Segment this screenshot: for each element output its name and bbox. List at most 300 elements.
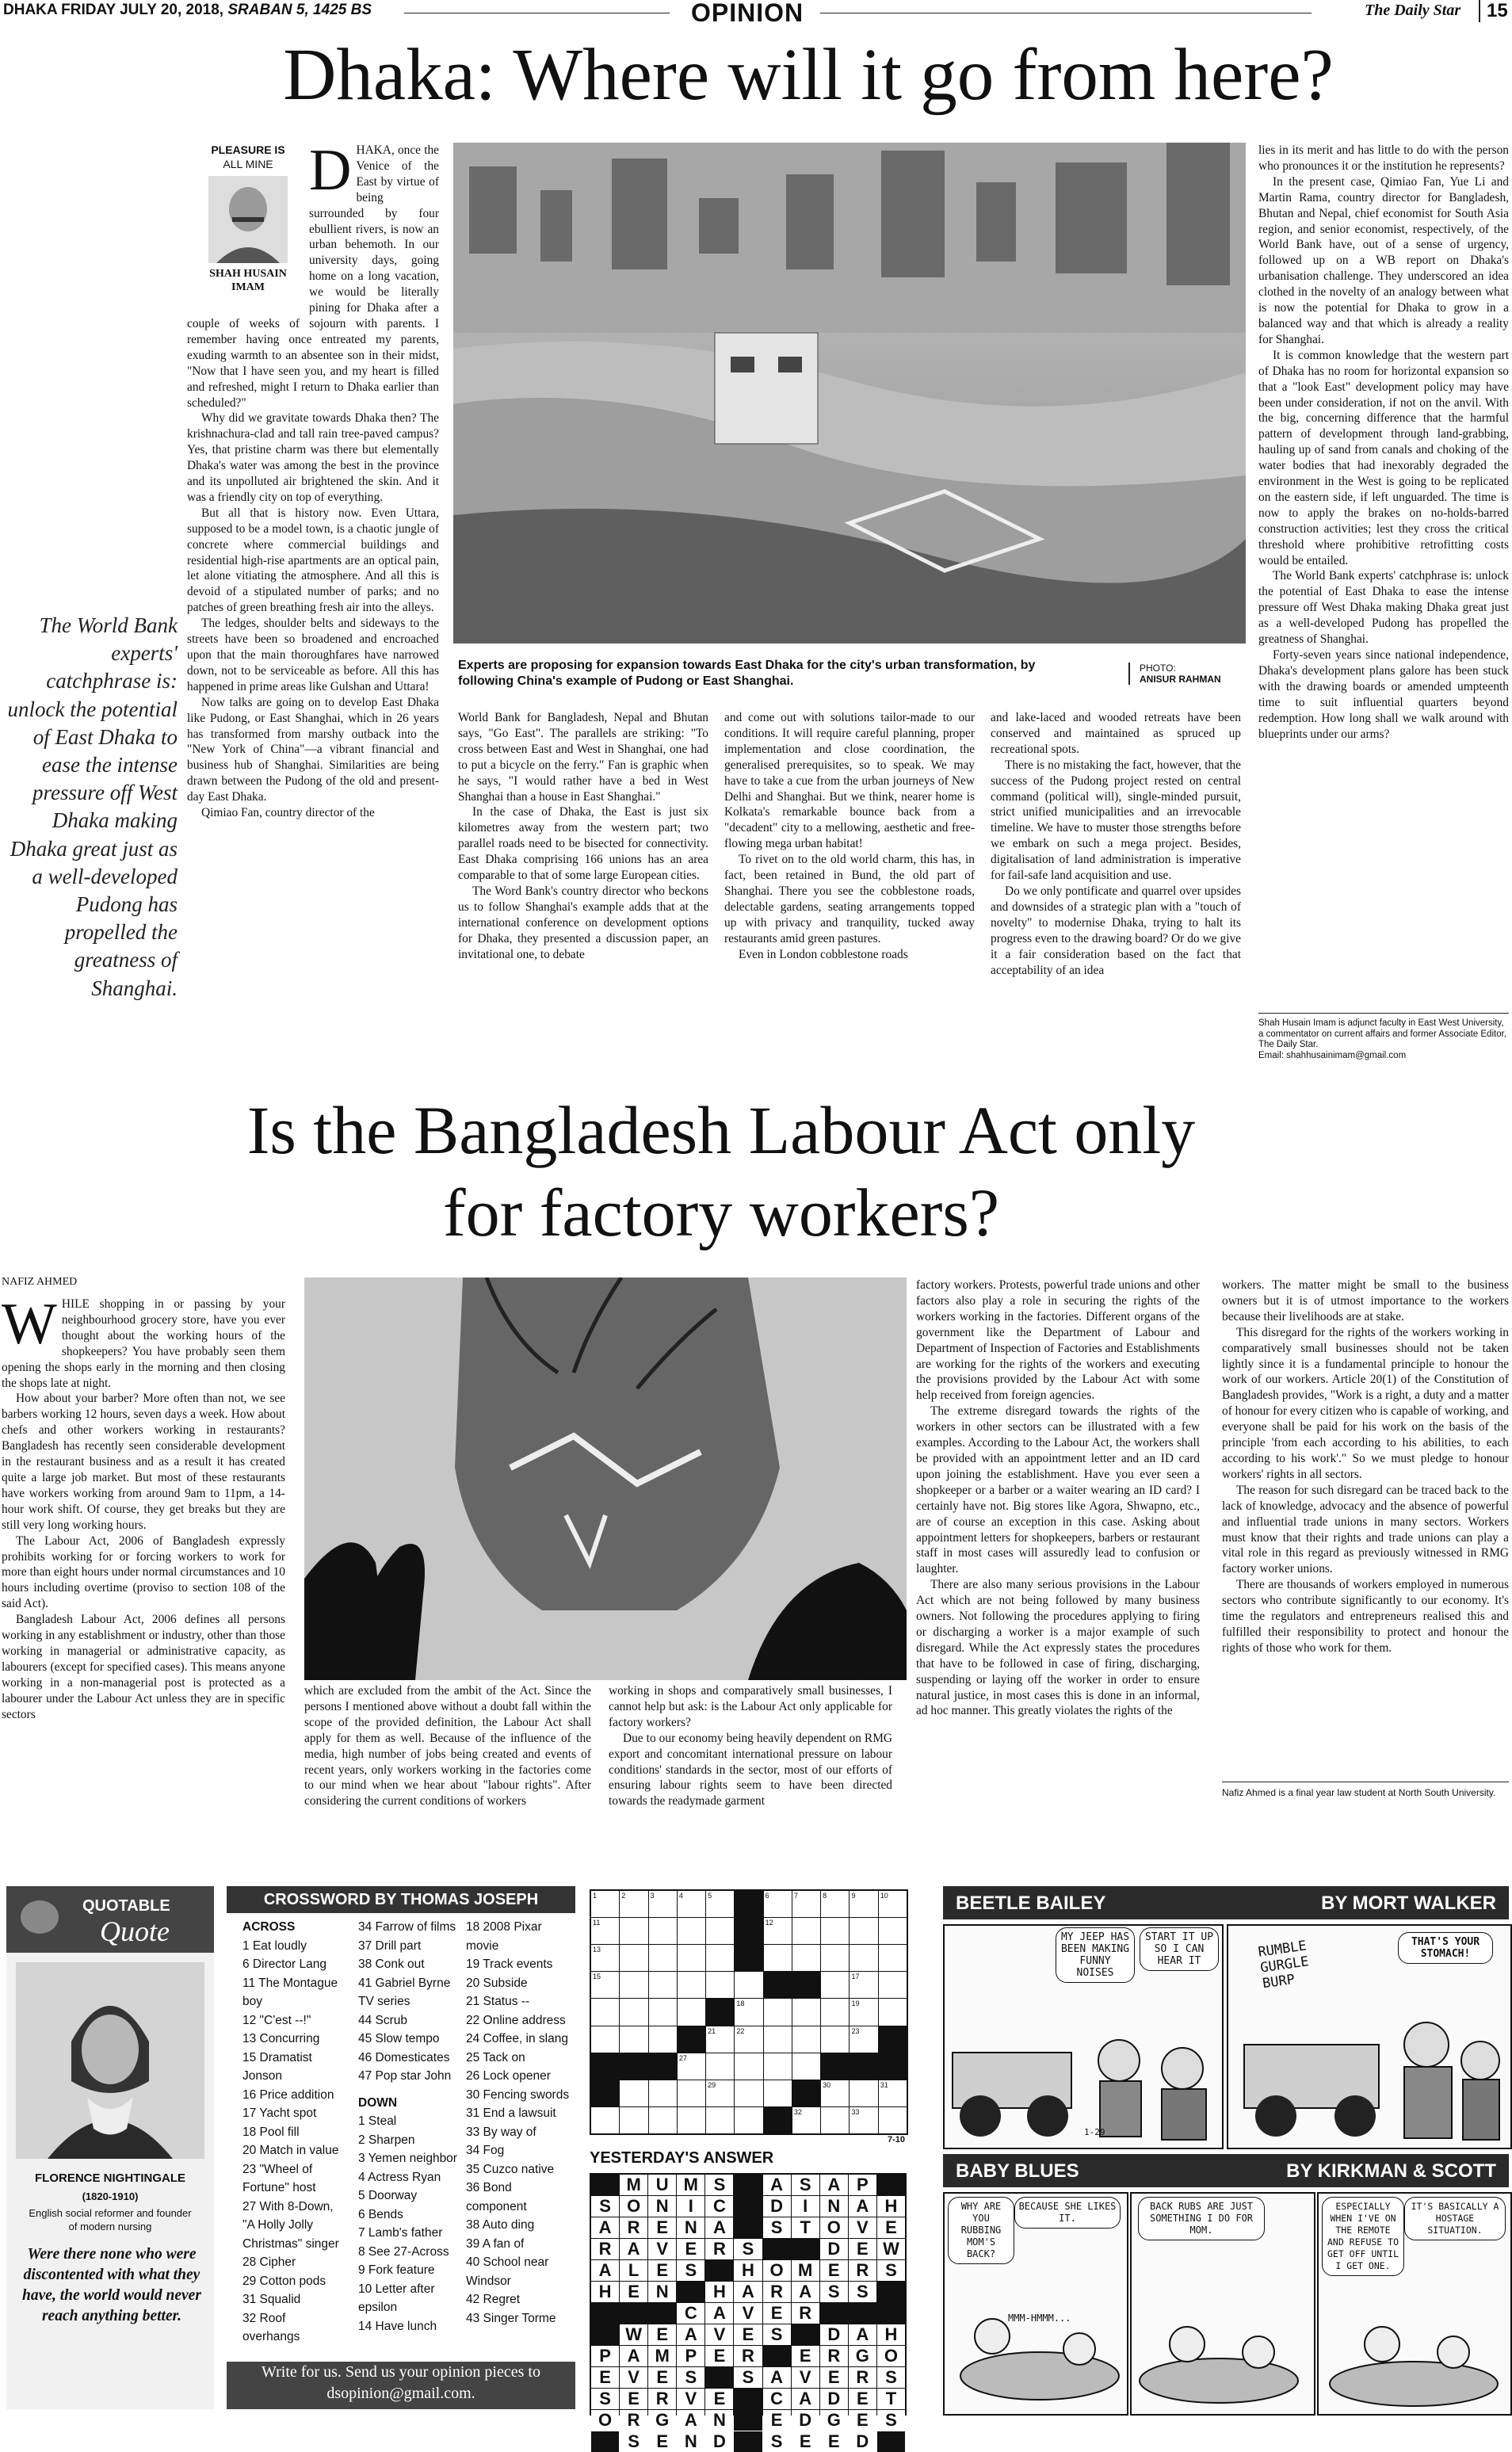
quote-header: QUOTABLE Quote bbox=[6, 1886, 214, 1953]
answer-cell: R bbox=[734, 2346, 762, 2366]
answer-cell bbox=[734, 2410, 762, 2431]
answer-cell: M bbox=[648, 2346, 676, 2366]
crossword-cell[interactable]: 10 bbox=[879, 1891, 907, 1917]
down-clues-c bbox=[466, 1918, 575, 2328]
answer-cell: H bbox=[877, 2324, 905, 2345]
answer-cell bbox=[591, 2175, 619, 2195]
crossword-cell[interactable] bbox=[591, 2026, 619, 2053]
answer-cell: I bbox=[792, 2196, 819, 2217]
answer-cell: E bbox=[705, 2346, 733, 2366]
crossword-cell[interactable] bbox=[850, 1945, 877, 1971]
author-name: SHAH HUSAIN IMAM bbox=[209, 268, 287, 293]
answer-cell: V bbox=[677, 2389, 704, 2409]
crossword-cell[interactable]: 9 bbox=[850, 1891, 877, 1917]
answer-cell bbox=[734, 2389, 762, 2409]
crossword-cell[interactable] bbox=[850, 2080, 877, 2106]
crossword-cell[interactable]: 13 bbox=[591, 1945, 619, 1971]
answer-cell bbox=[877, 2303, 905, 2324]
answer-cell: E bbox=[763, 2303, 791, 2324]
answer-cell bbox=[792, 2239, 819, 2259]
crossword-cell[interactable]: 29 bbox=[706, 2080, 734, 2106]
down-clue: 5 Doorway bbox=[358, 2189, 418, 2202]
answer-cell bbox=[591, 2303, 619, 2324]
crossword-cell[interactable] bbox=[764, 2026, 792, 2053]
crossword-cell[interactable] bbox=[821, 1918, 849, 1944]
answer-cell: N bbox=[677, 2431, 704, 2452]
across-clue: 47 Pop star John bbox=[358, 2069, 452, 2083]
answer-cell: S bbox=[763, 2217, 791, 2238]
answer-cell: C bbox=[705, 2196, 733, 2217]
across-clue: 27 With 8-Down, "A Holly Jolly Christmas" singer bbox=[242, 2199, 339, 2251]
answer-cell: A bbox=[677, 2324, 704, 2345]
answer-cell: A bbox=[763, 2175, 791, 2195]
crossword-cell[interactable] bbox=[792, 1945, 820, 1971]
answer-cell: S bbox=[763, 2324, 791, 2345]
crossword-cell[interactable] bbox=[879, 2026, 907, 2053]
answer-cell: E bbox=[648, 2217, 676, 2238]
crossword-cell[interactable] bbox=[706, 1918, 734, 1944]
crossword-cell[interactable] bbox=[649, 1945, 677, 1971]
crossword-cell[interactable]: 22 bbox=[735, 2026, 762, 2053]
crossword-cell[interactable] bbox=[792, 2026, 820, 2053]
answer-cell bbox=[877, 2175, 905, 2195]
answer-cell bbox=[734, 2196, 762, 2217]
down-clue: 33 By way of bbox=[466, 2125, 536, 2139]
answer-cell: A bbox=[792, 2389, 819, 2409]
crossword-cell[interactable] bbox=[764, 2107, 792, 2133]
answer-cell: A bbox=[591, 2260, 619, 2281]
article1-author-bio: Shah Husain Imam is adjunct faculty in East West University, a commentator on current affairs and former Associate Editor, The Daily Star. Email: shahhusainimam@gmail.com bbox=[1258, 1013, 1509, 1061]
across-clues-a: ACROSS 1 Eat loudly 6 Director Lang 11 The Montague boy 12 "C'est --!" 13 Concurring 15 Dramatist Jonson 16 Price addition 17 Yacht spot 18 Pool fill 20 Match in value 23 "Wheel of Fortune" host 27 With 8-Down, "A Holly Jolly Christmas" singer 28 Cipher 29 Cotton pods 31 Squalid 32 Roof overhangs bbox=[242, 1918, 344, 2347]
crossword-cell[interactable]: 21 bbox=[706, 2026, 734, 2053]
across-clue: 46 Domesticates bbox=[358, 2050, 450, 2064]
crossword-cell[interactable] bbox=[620, 1972, 647, 1998]
crossword-cell[interactable]: 6 bbox=[764, 1891, 792, 1917]
across-clue: 12 "C'est --!" bbox=[242, 2013, 311, 2027]
answer-cell: S bbox=[591, 2389, 619, 2409]
crossword-cell[interactable] bbox=[792, 2080, 820, 2106]
answer-cell: A bbox=[591, 2217, 619, 2238]
crossword-cell[interactable] bbox=[792, 1918, 820, 1944]
crossword-cell[interactable] bbox=[821, 2026, 849, 2053]
answer-cell: A bbox=[734, 2282, 762, 2302]
answer-cell: N bbox=[820, 2196, 848, 2217]
crossword-cell[interactable]: 31 bbox=[879, 2080, 907, 2106]
across-clue: 18 Pool fill bbox=[242, 2125, 300, 2139]
crossword-cell[interactable] bbox=[792, 1999, 820, 2025]
down-clue: 10 Letter after epsilon bbox=[358, 2282, 435, 2314]
raised-fist-image bbox=[304, 1278, 907, 1680]
down-clue: 21 Status -- bbox=[466, 1995, 530, 2008]
answer-cell: O bbox=[820, 2217, 848, 2238]
answer-cell: R bbox=[820, 2346, 848, 2366]
answer-cell: R bbox=[620, 2217, 647, 2238]
crossword-footer: Write for us. Send us your opinion pieces to dsopinion@gmail.com. bbox=[227, 2362, 575, 2409]
down-clue: 42 Regret bbox=[466, 2293, 521, 2306]
article2-headline: Is the Bangladesh Labour Act only for factory workers? bbox=[246, 1092, 1196, 1251]
answer-cell: E bbox=[763, 2410, 791, 2431]
down-clue: 7 Lamb's father bbox=[358, 2226, 443, 2240]
article2-col5: workers. The matter might be small to the business owners but it is of utmost importance to the workers because their livelihoods are at stake. This disregard for the rights of the workers working in comparatively small businesses should not be taken lightly since it is a fundamental principle to honour the work of our workers. Article 20(1) of the Constitution of Bangladesh provides, "Work is a right, a duty and a matter of honour for every citizen who is capable of working, and everyone shall be paid for his work on the basis of the principle 'from each according to his abilities, to each according to his work'." So we must pledge to honour workers' rights in all sectors. The reason for such disregard can be traced back to the lack of knowledge, advocacy and the absence of powerful and influential trade unions in many sectors. Workers must know that their rights and trade unions can play a vital role in this regard as previously witnessed in RMG factory worker unions. There are thousands of workers employed in numerous sectors who contribute significantly to our economy. It's time the regulators and entrepreneurs realised this and fulfilled their responsibility to protect and honour the rights of those who work for them. bbox=[1222, 1278, 1509, 1655]
crossword-cell[interactable]: 32 bbox=[792, 2107, 820, 2133]
down-clue: 22 Online address bbox=[466, 2013, 566, 2027]
crossword-cell[interactable]: 8 bbox=[821, 1891, 849, 1917]
quote-person-desc: English social reformer and founder of modern nursing bbox=[29, 2207, 192, 2232]
down-clue: 26 Lock opener bbox=[466, 2069, 551, 2083]
answer-cell: G bbox=[820, 2410, 848, 2431]
answer-cell: V bbox=[849, 2217, 876, 2238]
article1-pullquote: The World Bank experts' catchphrase is: unlock the potential of East Dhaka to ease the intense pressure off West Dhaka making Dhaka great just as a well-developed Pudong has propelled the greatness of Shanghai. bbox=[7, 613, 178, 1000]
answer-cell: S bbox=[877, 2367, 905, 2388]
crossword-cell[interactable] bbox=[850, 2053, 877, 2080]
answer-cell: E bbox=[620, 2282, 647, 2302]
answer-cell: P bbox=[591, 2346, 619, 2366]
answer-cell: E bbox=[849, 2410, 876, 2431]
down-clue: 34 Fog bbox=[466, 2144, 505, 2157]
across-clue: 20 Match in value bbox=[242, 2144, 339, 2157]
down-clue: 8 See 27-Across bbox=[358, 2244, 449, 2259]
answer-cell bbox=[734, 2217, 762, 2238]
flooded-city-image bbox=[453, 143, 1246, 644]
answer-cell: S bbox=[877, 2260, 905, 2281]
nightingale-portrait bbox=[16, 1962, 204, 2159]
answer-cell bbox=[877, 2431, 905, 2452]
crossword-cell[interactable] bbox=[678, 1945, 705, 1971]
answer-cell: M bbox=[677, 2175, 704, 2195]
crossword-cell[interactable] bbox=[620, 1999, 647, 2025]
across-clue: 1 Eat loudly bbox=[242, 1938, 307, 1953]
crossword-cell[interactable] bbox=[706, 1972, 734, 1998]
article1-col5: lies in its merit and has little to do with the person who pronounces it or the institution he represents? In the present case, Qimiao Fan, Yue Li and Martin Rama, country director for Bangladesh, Bhutan and Nepal, chief economist for South Asia region, and senior economist, respectively, of the World Bank have, out of a sense of urgency, followed up on a WB report on Dhaka's urbanisation challenge. They underscored an idea clothed in the novelty of an analogy between what is now the potential for Dhaka to grow in a balanced way and that which is already a reality for Shanghai. It is common knowledge that the western part of Dhaka has no room for horizontal expansion so that a "look East" development policy may have been under consideration, if not on the anvil. With the big, concerning difference that the harmful pattern of development through land-grabbing, hauling up of sand from canals and choking of the water bodies that had inexorably degraded the environment in the West is going to be replicated on the eastern side, if left unguarded. The time is now to apply the brakes on no-holds-barred construction activities; lest they cross the critical threshold where prohibitive retrofitting costs would be entailed. The World Bank experts' catchphrase is: unlock the potential of East Dhaka to ease the intense pressure off West Dhaka making Dhaka great just as a well-developed Pudong has propelled the greatness of Shanghai. Forty-seven years since national independence, Dhaka's development plans galore has been stuck with the drawing boards or amended umpteenth time to suit influential quarters beyond redemption. How long shall we walk around with blueprints under our arms? bbox=[1258, 143, 1509, 741]
answer-cell: E bbox=[792, 2346, 819, 2366]
down-clue: 14 Have lunch bbox=[358, 2319, 437, 2333]
across-clue: 37 Drill part bbox=[358, 1938, 422, 1953]
answer-cell bbox=[763, 2346, 791, 2366]
answer-cell: H bbox=[877, 2196, 905, 2217]
masthead-date: DHAKA FRIDAY JULY 20, 2018, SRABAN 5, 1425 BS bbox=[3, 2, 372, 18]
crossword-cell[interactable] bbox=[821, 1945, 849, 1971]
answer-cell: M bbox=[620, 2175, 647, 2195]
down-clue: 30 Fencing swords bbox=[466, 2087, 570, 2102]
answer-cell: D bbox=[792, 2410, 819, 2431]
article1-headline: Dhaka: Where will it go from here? bbox=[283, 34, 1334, 116]
article2-fist-illustration bbox=[304, 1278, 907, 1680]
article1-photo bbox=[453, 143, 1246, 644]
crossword-cell[interactable] bbox=[735, 2053, 762, 2080]
answer-cell: H bbox=[734, 2260, 762, 2281]
down-clue: 1 Steal bbox=[358, 2114, 397, 2128]
crossword-cell[interactable] bbox=[706, 2107, 734, 2133]
across-clue: 16 Price addition bbox=[242, 2087, 334, 2102]
crossword-cell[interactable]: 2 bbox=[620, 1891, 647, 1917]
crossword-cell[interactable] bbox=[879, 2053, 907, 2080]
crossword-cell[interactable] bbox=[706, 2053, 734, 2080]
crossword-cell[interactable] bbox=[879, 1972, 907, 1998]
beetle-bailey-bar: BEETLE BAILEY BY MORT WALKER bbox=[943, 1886, 1509, 1919]
crossword-cell[interactable] bbox=[879, 1945, 907, 1971]
article1-col1: DHAKA, once the Venice of the East by virtue of being surrounded by four ebullient rivers, is now an urban behemoth. In our university days, going home on a long vacation, we would be literally pining for Dhaka after a couple of weeks of sojourn with parents. I remember having once entreated my parents, exuding warmth to an absentee son in their midst, "Now that I have seen you, and my heart is filled and refreshed, might I return to Dhaka earlier than scheduled?" Why did we gravitate towards Dhaka then? The krishnachura-clad and tall rain tree-paved campus? Yes, that pristine charm was there but elementally Dhaka's water was among the best in the province and its unpolluted air brightened the skin. And it was a friendly city on top of everything. But all that is history now. Even Uttara, supposed to be a model town, is a chaotic jungle of concrete where commercial buildings and residential high-rise apartments are an optical pain, let alone vitiating the atmosphere. And all this is devoid of a stipulated number of parks; and no patches of green breathing fresh air into the alleys. The ledges, shoulder belts and sideways to the streets have been so broadened and encroached upon that the main thoroughfares have narrowed down, not to be serviceable as before. All this has happened in prime areas like Gulshan and Uttara! Now talks are going on to develop East Dhaka like Pudong, or East Shanghai, which in 26 years has transformed from marshy outback into the "New York of China"—a vibrant financial and business hub of Shanghai. Similarities are being drawn between the Pudong of the old and present-day East Dhaka. Qimiao Fan, country director of the bbox=[187, 138, 439, 820]
answer-cell: A bbox=[849, 2324, 876, 2345]
quote-bubble-icon bbox=[21, 1900, 59, 1934]
crossword-cell[interactable] bbox=[591, 2053, 619, 2080]
article1-col3: and come out with solutions tailor-made to our conditions. It will require careful planning, proper implementation and close coordination, the generalised prerequisites, so to speak. We may have to take a cue from the urban journeys of New Delhi and Shanghai. But we think, nearer home is Kolkata's remarkable bounce back from a "decadent" city to a mellowing, aesthetic and free-flowing mega urban habitat! To rivet on to the old world charm, this has, in fact, been retained in Bund, the old part of Shanghai. There you see the cobblestone roads, delectable gardens, seating arrangements topped up with privacy and tranquility, tucked away restaurants amid green pastures. Even in London cobblestone roads bbox=[724, 711, 975, 961]
across-clue: 28 Cipher bbox=[242, 2255, 296, 2269]
crossword-cell[interactable] bbox=[792, 2053, 820, 2080]
answer-cell: A bbox=[792, 2282, 819, 2302]
answer-cell: D bbox=[820, 2239, 848, 2259]
across-clue: 13 Concurring bbox=[242, 2032, 320, 2045]
article2-col4: factory workers. Protests, powerful trade unions and other factors also play a role in securing the rights of the workers working in the factories. Different organs of the government like the Department of Labour and Department of Inspection of Factories and Establishments are working for the rights of the workers and executing the provisions provided by the Labour Act with some help received from foreign agencies. The extreme disregard towards the rights of the workers in other sectors can be illustrated with a few examples. According to the Labour Act, the workers shall be provided with an appointment letter and an ID card upon joining the establishment. Have you ever seen a shopkeeper or a barber or a waiter wearing an ID card? I certainly have not. Big stores like Agora, Shwapno, etc., are of course an exception in this case. Asking about appointment letters for shopkeepers, barbers or restaurant staff in most cases will assuredly lead to confusion or laughter. There are also many serious provisions in the Labour Act which are not being followed by many business owners. Not following the procedures applying to firing or discharging a worker is a major example of such disregard. While the Act expressly states the procedures that have to be followed in case of firing, discharging, suspending or laying off the worker in order to ensure natural justice, in most cases this is done in an informal, ad hoc manner. This greatly violates the rights of the bbox=[916, 1278, 1200, 1718]
crossword-cell[interactable] bbox=[735, 1945, 762, 1971]
crossword-cell[interactable]: 19 bbox=[850, 1999, 877, 2025]
crossword-cell[interactable] bbox=[620, 2026, 647, 2053]
article1-col2: World Bank for Bangladesh, Nepal and Bhutan says, "Go East". The parallels are striking: "To cross between East and West in Shanghai, one had to put a bicycle on the ferry." Fan is graphic when he says, "I would rather have a bed in West Shanghai than a house in East Shanghai." In the case of Dhaka, the East is just six kilometres away from the western part; two parallel roads need to be bisected for connectivity. East Dhaka comprising 166 unions has an area comparable to that of some large European cities. The Word Bank's country director who beckons us to follow Shanghai's example adds that at the international conference on development options for Dhaka, they presented a discussion paper, an invitational one, to debate bbox=[458, 711, 708, 961]
crossword-cell[interactable] bbox=[620, 2053, 647, 2080]
crossword-cell[interactable]: 5 bbox=[706, 1891, 734, 1917]
answer-cell: L bbox=[620, 2260, 647, 2281]
crossword-cell[interactable]: 12 bbox=[764, 1918, 792, 1944]
page-number: 15 bbox=[1479, 0, 1508, 22]
answer-cell: D bbox=[705, 2431, 733, 2452]
down-clue: 2 Sharpen bbox=[358, 2133, 415, 2147]
down-clue: 20 Subside bbox=[466, 1976, 528, 1990]
answer-cell bbox=[591, 2324, 619, 2345]
answer-cell: E bbox=[648, 2260, 676, 2281]
quote-box bbox=[6, 1886, 214, 2409]
beetle-panel-1: MY JEEP HAS BEEN MAKING FUNNY NOISES START IT UP SO I CAN HEAR IT 1-29 bbox=[943, 1924, 1224, 2149]
answer-cell bbox=[620, 2303, 647, 2324]
answer-cell: S bbox=[763, 2431, 791, 2452]
down-clue: 18 2008 Pixar movie bbox=[466, 1920, 542, 1953]
down-clue: 24 Coffee, in slang bbox=[466, 2032, 568, 2045]
answer-cell: S bbox=[705, 2175, 733, 2195]
answer-cell bbox=[705, 2260, 733, 2281]
crossword-cell[interactable] bbox=[706, 1999, 734, 2025]
answer-cell: O bbox=[763, 2260, 791, 2281]
article2-col2: which are excluded from the ambit of the Act. Since the persons I mentioned above without a doubt fall within the scope of the provided definition, the Labour Act shall apply for them as well. Because of the influence of the media, high number of jobs being created and events of recent years, only workers working in the factories come to our mind when we hear about "labour rights". After considering the current conditions of workers bbox=[304, 1684, 591, 1808]
answer-cell: S bbox=[820, 2282, 848, 2302]
crossword-cell[interactable] bbox=[764, 1999, 792, 2025]
answer-cell: V bbox=[792, 2367, 819, 2388]
crossword-cell[interactable] bbox=[764, 2080, 792, 2106]
crossword-cell[interactable] bbox=[879, 2107, 907, 2133]
across-clue: 38 Conk out bbox=[358, 1957, 425, 1971]
answer-cell: R bbox=[648, 2389, 676, 2409]
answer-cell: R bbox=[591, 2239, 619, 2259]
answer-cell: E bbox=[792, 2431, 819, 2452]
answer-cell: R bbox=[792, 2303, 819, 2324]
crossword-cell[interactable]: 23 bbox=[850, 2026, 877, 2053]
baby-panel-2: BACK RUBS ARE JUST SOMETHING I DO FOR MOM. bbox=[1130, 2192, 1315, 2416]
answer-cell bbox=[792, 2324, 819, 2345]
answer-cell: I bbox=[677, 2196, 704, 2217]
crossword-cell[interactable] bbox=[591, 2080, 619, 2106]
crossword-cell[interactable]: 17 bbox=[850, 1972, 877, 1998]
answer-cell bbox=[705, 2367, 733, 2388]
answer-cell: A bbox=[763, 2367, 791, 2388]
answer-cell: W bbox=[620, 2324, 647, 2345]
crossword-cell[interactable] bbox=[735, 2080, 762, 2106]
crossword-cell[interactable]: 4 bbox=[678, 1891, 705, 1917]
down-clue: 35 Cuzco native bbox=[466, 2162, 555, 2176]
answer-cell: D bbox=[763, 2196, 791, 2217]
answer-cell: R bbox=[849, 2260, 876, 2281]
answer-grid bbox=[590, 2173, 907, 2451]
crossword-cell[interactable] bbox=[735, 1972, 762, 1998]
answer-cell: E bbox=[820, 2260, 848, 2281]
crossword-cell[interactable] bbox=[850, 1918, 877, 1944]
answer-cell bbox=[877, 2282, 905, 2302]
across-clue: 45 Slow tempo bbox=[358, 2032, 440, 2045]
crossword-cell[interactable] bbox=[706, 1945, 734, 1971]
answer-cell: E bbox=[648, 2431, 676, 2452]
crossword-cell[interactable] bbox=[649, 1999, 677, 2025]
answer-cell: E bbox=[648, 2367, 676, 2388]
answer-cell: U bbox=[648, 2175, 676, 2195]
crossword-cell[interactable] bbox=[678, 1999, 705, 2025]
answer-cell: E bbox=[877, 2217, 905, 2238]
crossword-cell[interactable]: 7 bbox=[792, 1891, 820, 1917]
crossword-cell[interactable] bbox=[678, 2080, 705, 2106]
answer-cell: C bbox=[677, 2303, 704, 2324]
answer-cell: E bbox=[820, 2367, 848, 2388]
crossword-cell[interactable] bbox=[649, 2080, 677, 2106]
crossword-cell[interactable]: 3 bbox=[649, 1891, 677, 1917]
answer-cell: E bbox=[705, 2389, 733, 2409]
crossword-cell[interactable] bbox=[764, 2053, 792, 2080]
answer-cell: S bbox=[677, 2367, 704, 2388]
baby-panel-1: WHY ARE YOU RUBBING MOM'S BACK? BECAUSE SHE LIKES IT. MMM-HMMM... bbox=[943, 2192, 1128, 2416]
down-clue: 43 Singer Torme bbox=[466, 2311, 556, 2325]
section-label: OPINION bbox=[691, 0, 804, 27]
crossword-cell[interactable] bbox=[764, 1945, 792, 1971]
crossword-cell[interactable]: 18 bbox=[735, 1999, 762, 2025]
down-clue: 4 Actress Ryan bbox=[358, 2170, 441, 2184]
answer-cell: V bbox=[734, 2303, 762, 2324]
answer-cell bbox=[849, 2303, 876, 2324]
answer-cell: P bbox=[849, 2175, 876, 2195]
beetle-panel-2: RUMBLE GURGLE BURP THAT'S YOUR STOMACH! bbox=[1227, 1924, 1512, 2149]
down-clue: 19 Track events bbox=[466, 1957, 553, 1971]
down-clue: 39 A fan of bbox=[466, 2236, 525, 2251]
answer-cell: R bbox=[849, 2367, 876, 2388]
across-clue: 29 Cotton pods bbox=[242, 2274, 326, 2288]
answer-cell: A bbox=[620, 2239, 647, 2259]
family-drawing-1 bbox=[945, 2194, 1127, 2414]
answer-cell: P bbox=[677, 2346, 704, 2366]
crossword-cell[interactable] bbox=[735, 1891, 762, 1917]
crossword-cell[interactable]: 27 bbox=[678, 2053, 705, 2080]
crossword-cell[interactable]: 33 bbox=[850, 2107, 877, 2133]
answer-cell: E bbox=[734, 2324, 762, 2345]
crossword-cell[interactable] bbox=[678, 1918, 705, 1944]
crossword-cell[interactable] bbox=[678, 2026, 705, 2053]
answer-cell bbox=[734, 2175, 762, 2195]
answer-cell: D bbox=[849, 2431, 876, 2452]
crossword-cell[interactable] bbox=[591, 1999, 619, 2025]
crossword-cell[interactable] bbox=[620, 1918, 647, 1944]
crossword-cell[interactable] bbox=[821, 2107, 849, 2133]
answer-cell: E bbox=[820, 2431, 848, 2452]
crossword-cell[interactable] bbox=[821, 1972, 849, 1998]
answer-cell: N bbox=[648, 2196, 676, 2217]
crossword-cell[interactable] bbox=[879, 1918, 907, 1944]
answer-cell: E bbox=[648, 2324, 676, 2345]
across-clue: 31 Squalid bbox=[242, 2293, 301, 2306]
answer-cell: A bbox=[677, 2410, 704, 2431]
down-clue: 38 Auto ding bbox=[466, 2218, 535, 2232]
crossword-cell[interactable] bbox=[649, 1972, 677, 1998]
down-clue: 31 End a lawsuit bbox=[466, 2106, 556, 2120]
answer-cell: A bbox=[620, 2346, 647, 2366]
column-name: PLEASURE IS ALL MINE bbox=[211, 143, 285, 170]
crossword-cell[interactable] bbox=[620, 2107, 647, 2133]
answer-cell: H bbox=[705, 2282, 733, 2302]
crossword-cell[interactable] bbox=[764, 1972, 792, 1998]
down-clue: 36 Bond component bbox=[466, 2181, 527, 2213]
crossword-cell[interactable] bbox=[879, 1999, 907, 2025]
crossword-cell[interactable] bbox=[821, 2053, 849, 2080]
crossword-cell[interactable] bbox=[649, 2107, 677, 2133]
down-clue: 9 Fork feature bbox=[358, 2263, 435, 2277]
answer-cell: V bbox=[620, 2367, 647, 2388]
crossword-cell[interactable]: 11 bbox=[591, 1918, 619, 1944]
crossword-cell[interactable] bbox=[649, 1918, 677, 1944]
down-clue: 40 School near Windsor bbox=[466, 2255, 549, 2288]
crossword-cell[interactable] bbox=[649, 2026, 677, 2053]
masthead-bangla-date: SRABAN 5, 1425 BS bbox=[227, 2, 372, 18]
crossword-cell[interactable] bbox=[678, 1972, 705, 1998]
down-clue: 3 Yemen neighbor bbox=[358, 2152, 457, 2165]
crossword-cell[interactable] bbox=[620, 1945, 647, 1971]
crossword-grid[interactable] bbox=[590, 1889, 908, 2135]
answer-cell: O bbox=[591, 2410, 619, 2431]
crossword-cell[interactable] bbox=[678, 2107, 705, 2133]
answer-cell: E bbox=[591, 2367, 619, 2388]
crossword-cell[interactable] bbox=[735, 1918, 762, 1944]
crossword-cell[interactable] bbox=[792, 1972, 820, 1998]
crossword-cell[interactable]: 30 bbox=[821, 2080, 849, 2106]
answer-cell bbox=[763, 2239, 791, 2259]
crossword-cell[interactable] bbox=[620, 2080, 647, 2106]
quote-text: Were there none who were discontented with what they have, the world would never reach anything better. bbox=[22, 2246, 201, 2324]
article2-col3: working in shops and comparatively small businesses, I cannot help but ask: is the Labour Act only applicable for factory workers? Due to our economy being heavily dependent on RMG export and concomitant international pressure on labour conditions' standards in the sector, most of our efforts of ensuring labour rights seem to have been directed towards the readymade garment bbox=[609, 1684, 892, 1808]
crossword-section bbox=[227, 1886, 575, 2409]
crossword-cell[interactable] bbox=[591, 2107, 619, 2133]
answer-cell bbox=[820, 2303, 848, 2324]
article2-col1: WHILE shopping in or passing by your neighbourhood grocery store, have you ever thought about the working hours of the shopkeepers? You have probably seen them opening the shops early in the morning and then closing the shops late at night. How about your barber? More often than not, we see barbers working 12 hours, seven days a week. How about chefs and other workers working in restaurants? Bangladesh has recently seen considerable development in the restaurant business and as a result it has created quite a large job market. But most of these restaurants have workers working from around 9am to 11pm, a 14-hour work shift. Of course, they get breaks but they are still very long working hours. The Labour Act, 2006 of Bangladesh expressly prohibits working for or forcing workers to work for more than eight hours under normal circumstances and 10 hours including overtime (proviso to section 108 of the said Act). Bangladesh Labour Act, 2006 defines all persons working in any establishment or industry, other than those working in managerial or administrative capacity, as labourers (except for specified cases). This means anyone working in a non-managerial post is protected as a labourer under the Labour Act unless they are in specific sectors bbox=[2, 1292, 285, 1721]
down-clue: 25 Tack on bbox=[466, 2050, 525, 2064]
answer-cell: D bbox=[820, 2389, 848, 2409]
crossword-cell[interactable] bbox=[821, 1999, 849, 2025]
crossword-cell[interactable]: 1 bbox=[591, 1891, 619, 1917]
dropcap: D bbox=[309, 138, 352, 203]
answer-cell bbox=[648, 2303, 676, 2324]
answer-cell: O bbox=[620, 2196, 647, 2217]
answer-cell bbox=[591, 2431, 619, 2452]
across-clue: 17 Yacht spot bbox=[242, 2106, 317, 2120]
dropcap-2: W bbox=[2, 1292, 57, 1357]
across-clue: 15 Dramatist Jonson bbox=[242, 2050, 312, 2083]
across-clue: 41 Gabriel Byrne TV series bbox=[358, 1976, 451, 2008]
crossword-cell[interactable]: 15 bbox=[591, 1972, 619, 1998]
crossword-cell[interactable] bbox=[735, 2107, 762, 2133]
answer-cell: N bbox=[705, 2410, 733, 2431]
down-clue: 6 Bends bbox=[358, 2207, 403, 2221]
answer-cell: E bbox=[849, 2239, 876, 2259]
crossword-cell[interactable] bbox=[649, 2053, 677, 2080]
answer-cell: A bbox=[849, 2196, 876, 2217]
